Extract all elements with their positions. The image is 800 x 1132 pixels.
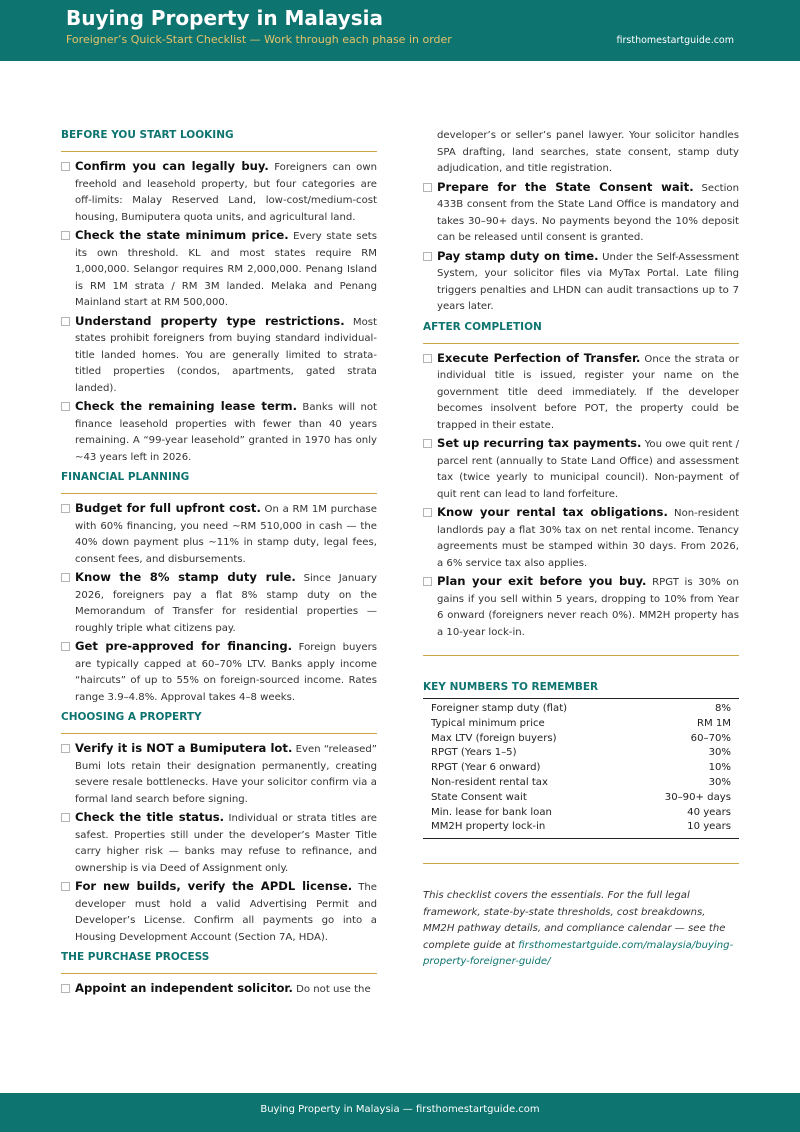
item-lead: Understand property type restrictions. xyxy=(75,313,345,328)
key-number-row xyxy=(423,732,739,747)
checklist-item xyxy=(423,435,739,503)
key-number-row xyxy=(423,717,739,732)
item-lead: Appoint an independent solicitor. xyxy=(75,981,293,995)
item-body: Foreigners can own freehold and leasehold property, but four categories are off-limits: Malay Reserved Land, low-cost/medium-cost housing, Bumiputera quota units, and agricultural land. xyxy=(75,162,378,223)
item-lead: Know your rental tax obligations. xyxy=(437,505,668,519)
item-lead: Check the title status. xyxy=(75,810,225,824)
key-number-value: 30% xyxy=(708,776,731,788)
item-lead: Prepare for the State Consent wait. xyxy=(437,179,694,194)
page-subtitle: Foreigner’s Quick-Start Checklist — Work through each phase in order xyxy=(66,33,452,46)
item-body: You owe quit rent / parcel rent (annually to State Land Office) and assessment tax (twice yearly to municipal council). Non-payment of quit rent can lead to land forfeiture. xyxy=(437,439,739,500)
checkbox[interactable] xyxy=(61,504,70,513)
checkbox[interactable] xyxy=(61,402,70,411)
section-heading: AFTER COMPLETION xyxy=(423,320,542,333)
key-number-label: Non-resident rental tax xyxy=(431,776,548,788)
item-body: Banks will not finance leasehold properties with fewer than 40 years remaining. A “99-year leasehold” granted in 1970 has only ∼43 years left in 2026. xyxy=(75,402,377,463)
item-body: RPGT is 30% on gains if you sell within 5 years, dropping to 10% from Year 6 onward (foreigners never reach 0%). MM2H property has a 10-year lock-in. xyxy=(437,577,739,638)
key-number-row xyxy=(423,791,739,806)
item-body: On a RM 1M purchase with 60% financing, you need ∼RM 510,000 in cash — the 40% down payment plus ∼11% in stamp duty, legal fees, consent fees, and disbursements. xyxy=(75,504,377,565)
item-body-continued: developer’s or seller’s panel lawyer. Your solicitor handles SPA drafting, land searches, state consent, stamp duty adjudication, and title registration. xyxy=(437,130,739,174)
section-rule xyxy=(423,343,739,344)
checkbox[interactable] xyxy=(61,317,70,326)
left-column xyxy=(61,128,377,1000)
page-title: Buying Property in Malaysia xyxy=(66,6,383,30)
key-number-label: RPGT (Years 1–5) xyxy=(431,747,517,759)
right-column xyxy=(423,128,739,971)
key-numbers-table xyxy=(423,702,739,835)
section-heading: FINANCIAL PLANNING xyxy=(61,471,190,483)
key-number-label: State Consent wait xyxy=(431,791,527,803)
checklist-item xyxy=(423,350,739,435)
section-rule xyxy=(61,973,377,974)
key-number-label: Min. lease for bank loan xyxy=(431,806,552,818)
checkbox[interactable] xyxy=(423,577,432,586)
checklist-item xyxy=(61,638,377,706)
checkbox[interactable] xyxy=(61,573,70,582)
section-rule xyxy=(61,151,377,152)
item-lead: Check the state minimum price. xyxy=(75,228,289,242)
checkbox[interactable] xyxy=(61,984,70,993)
checklist-item xyxy=(61,398,377,466)
item-lead: Verify it is NOT a Bumiputera lot. xyxy=(75,741,293,755)
item-lead: Know the 8% stamp duty rule. xyxy=(75,570,296,584)
checklist-item xyxy=(61,740,377,808)
checklist-item xyxy=(423,504,739,572)
item-body: Every state sets its own threshold. KL and most states require RM 1,000,000. Selangor requires RM 2,000,000. Penang Island is RM 1M strata / RM 3M landed. Melaka and Penang Mainland start at RM 500,000. xyxy=(75,231,377,308)
checklist-item xyxy=(61,158,377,226)
checklist-item xyxy=(61,809,377,877)
closing-text: This checklist covers the essentials. For the full legal framework, state-by-state thresholds, cost breakdowns, MM2H pathway details, and compliance calendar — see the complete guide at xyxy=(423,890,726,951)
item-lead: Budget for full upfront cost. xyxy=(75,501,261,515)
section-rule xyxy=(61,733,377,734)
section-heading: THE PURCHASE PROCESS xyxy=(61,951,210,963)
section-divider xyxy=(423,655,739,656)
table-bottom-rule xyxy=(423,838,739,839)
header-site-link[interactable]: firsthomestartguide.com xyxy=(616,35,734,46)
page-footer xyxy=(0,1093,800,1132)
section-rule xyxy=(61,493,377,494)
key-number-row xyxy=(423,820,739,835)
item-body: The developer must hold a valid Advertising Permit and Developer’s License. Confirm all payments go into a Housing Development Account (Section 7A, HDA). xyxy=(75,882,377,943)
item-lead: For new builds, verify the APDL license. xyxy=(75,879,353,893)
page-header xyxy=(0,0,800,61)
key-number-label: MM2H property lock-in xyxy=(431,821,546,833)
checkbox[interactable] xyxy=(61,231,70,240)
item-lead: Check the remaining lease term. xyxy=(75,399,298,413)
key-number-label: Typical minimum price xyxy=(431,717,545,729)
item-lead: Get pre-approved for financing. xyxy=(75,639,293,653)
item-body: Most states prohibit foreigners from buying standard individual-title landed homes. You are generally limited to strata-titled properties (condos, apartments, gated strata landed). xyxy=(75,316,378,394)
section-divider xyxy=(423,863,739,864)
section-heading: BEFORE YOU START LOOKING xyxy=(61,129,234,141)
checkbox[interactable] xyxy=(423,354,432,363)
checklist-item xyxy=(61,313,377,398)
checkbox[interactable] xyxy=(61,162,70,171)
key-number-value: 30–90+ days xyxy=(664,791,731,803)
checklist-item xyxy=(423,573,739,641)
section-heading: CHOOSING A PROPERTY xyxy=(61,711,202,723)
item-lead: Plan your exit before you buy. xyxy=(437,574,647,588)
item-body: Individual or strata titles are safest. Properties still under the developer’s Master Title carry higher risk — banks may refuse to refinance, and ownership is via Deed of Assignment only. xyxy=(75,813,377,874)
key-number-row xyxy=(423,746,739,761)
checkbox[interactable] xyxy=(423,508,432,517)
key-number-label: Max LTV (foreign buyers) xyxy=(431,732,557,744)
key-number-value: 8% xyxy=(714,703,731,714)
item-body: Do not use the xyxy=(292,984,371,995)
item-body: Under the Self-Assessment System, your solicitor files via MyTax Portal. Late filing triggers penalties and LHDN can audit transactions up to 7 years later. xyxy=(437,251,739,312)
key-number-value: 30% xyxy=(708,747,731,759)
guide-link[interactable]: firsthomestartguide.com/malaysia/buying-property-foreigner-guide/ xyxy=(423,939,734,968)
checkbox[interactable] xyxy=(61,744,70,753)
item-body: Foreign buyers are typically capped at 60–70% LTV. Banks apply income “haircuts” of up to 55% on foreign-sourced income. Rates range 3.9–4.8%. Approval takes 4–8 weeks. xyxy=(75,642,377,703)
key-number-value: 40 years xyxy=(687,806,731,818)
checklist-item xyxy=(423,248,739,316)
section-after-completion xyxy=(423,320,739,642)
checkbox[interactable] xyxy=(61,642,70,651)
key-number-row xyxy=(423,806,739,821)
checklist-item xyxy=(61,878,377,946)
item-lead: Execute Perfection of Transfer. xyxy=(437,350,641,365)
table-top-rule xyxy=(423,698,739,699)
key-number-value: 10 years xyxy=(687,821,731,833)
key-numbers-section xyxy=(423,680,739,839)
item-body: Section 433B consent from the State Land Office is mandatory and takes 30–90+ days. No payments beyond the 10% deposit can be released until consent is granted. xyxy=(437,182,739,243)
item-lead: Confirm you can legally buy. xyxy=(75,159,269,173)
item-lead: Set up recurring tax payments. xyxy=(437,436,642,450)
key-number-value: RM 1M xyxy=(696,717,731,729)
key-number-label: RPGT (Year 6 onward) xyxy=(431,762,541,774)
item-lead: Pay stamp duty on time. xyxy=(437,248,599,263)
item-body: Since January 2026, foreigners pay a flat 8% stamp duty on the Memorandum of Transfer for residential properties — roughly triple what citizens pay. xyxy=(75,573,377,634)
footer-text: Buying Property in Malaysia — firsthomestartguide.com xyxy=(260,1104,540,1115)
key-numbers-heading: KEY NUMBERS TO REMEMBER xyxy=(423,681,599,693)
key-number-row xyxy=(423,776,739,791)
key-number-row xyxy=(423,761,739,776)
checkbox[interactable] xyxy=(423,252,432,261)
item-body: Even “released” Bumi lots retain their designation permanently, creating severe resale bottlenecks. Have your solicitor confirm via a formal land search before signing. xyxy=(75,744,377,805)
item-body: Once the strata or individual title is issued, register your name on the government title deed immediately. If the developer becomes insolvent before POT, the property could be trapped in their estate. xyxy=(437,353,739,431)
checkbox[interactable] xyxy=(423,183,432,192)
key-number-value: 10% xyxy=(708,762,731,774)
key-number-value: 60–70% xyxy=(690,732,731,744)
checklist-item xyxy=(61,569,377,637)
checklist-item xyxy=(423,179,739,247)
checkbox[interactable] xyxy=(423,439,432,448)
checkbox[interactable] xyxy=(61,813,70,822)
checklist-item xyxy=(61,227,377,312)
section-purchase-process xyxy=(61,950,377,999)
item-body: Non-resident landlords pay a flat 30% tax on net rental income. Tenancy agreements must be stamped within 30 days. From 2026, a 6% service tax also applies. xyxy=(437,508,739,569)
closing-note xyxy=(423,888,739,971)
checklist-item xyxy=(61,980,377,999)
section-financial-planning xyxy=(61,470,377,706)
checklist-item xyxy=(61,500,377,568)
section-before-you-start xyxy=(61,128,377,466)
key-number-label: Foreigner stamp duty (flat) xyxy=(431,703,568,714)
key-number-row xyxy=(423,702,739,717)
section-choosing-a-property xyxy=(61,710,377,946)
checkbox[interactable] xyxy=(61,882,70,891)
